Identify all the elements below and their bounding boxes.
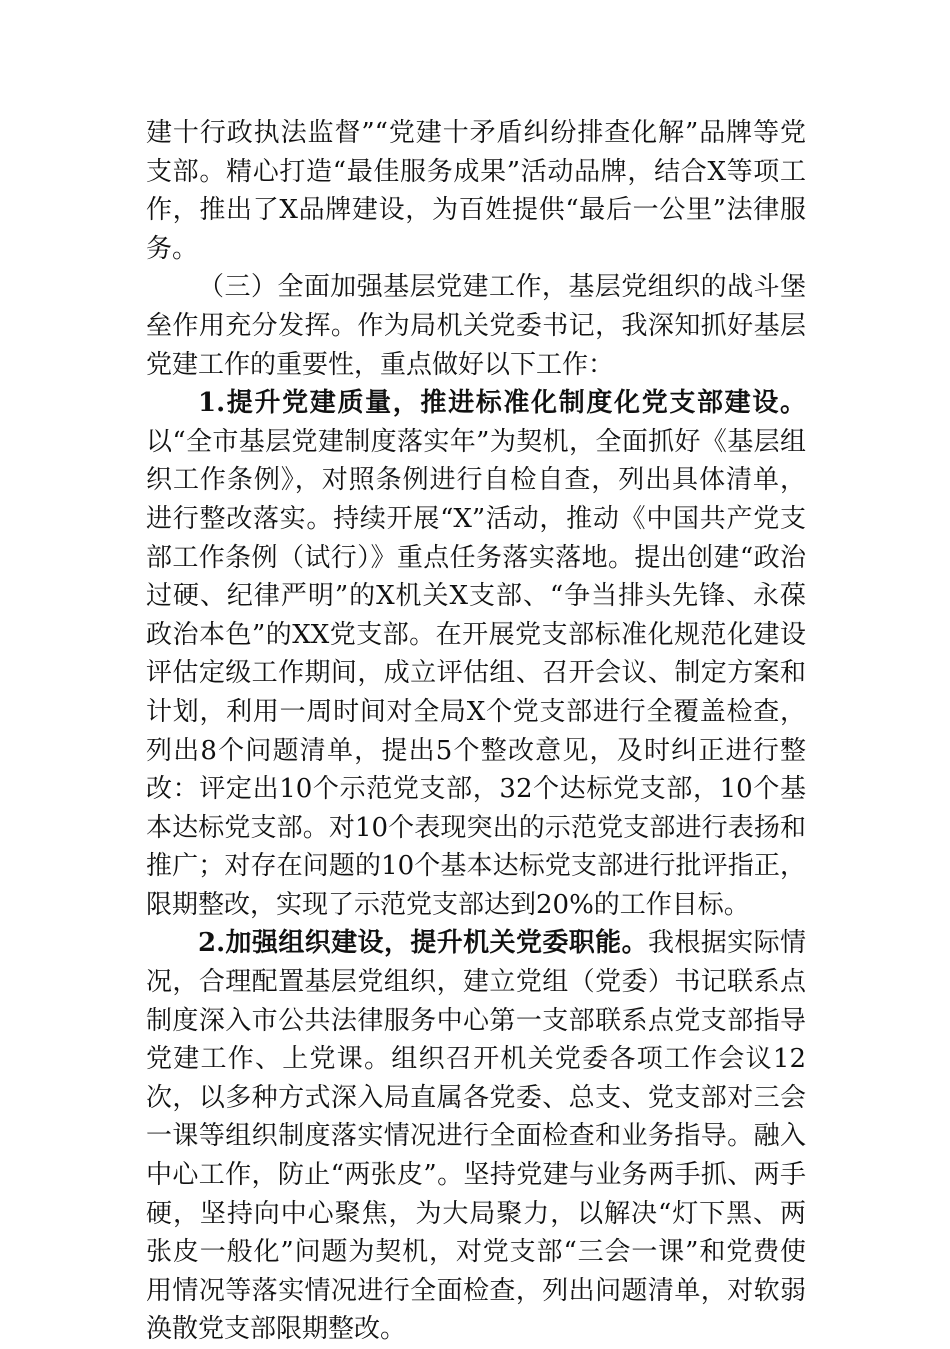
document-page — [146, 114, 806, 1349]
paragraph-section-three: （三）全面加强基层党建工作，基层党组织的战斗堡垒作用充分发挥。作为局机关党委书记，我深知抓好基层党建工作的重要性，重点做好以下工作： — [146, 272, 806, 380]
paragraph-item-one — [146, 384, 806, 924]
item-one-heading: 1.提升党建质量，推进标准化制度化党支部建设。 — [198, 388, 806, 419]
item-one-body: 以“全市基层党建制度落实年”为契机，全面抓好《基层组织工作条例》，对照条例进行自检自查，列出具体清单，进行整改落实。持续开展“X”活动，推动《中国共产党支部工作条例（试行）》重点任务落实落地。提出创建“政治过硬、纪律严明”的X机关X支部、“争当排头先锋、永葆政治本色”的XX党支部。在开展党支部标准化规范化建设评估定级工作期间，成立评估组、召开会议、制定方案和计划，利用一周时间对全局X个党支部进行全覆盖检查，列出8个问题清单，提出5个整改意见，及时纠正进行整改：评定出10个示范党支部，32个达标党支部，10个基本达标党支部。对10个表现突出的示范党支部进行表扬和推广；对存在问题的10个基本达标党支部进行批评指正，限期整改，实现了示范党支部达到20%的工作目标。 — [146, 426, 806, 920]
paragraph-item-two — [146, 924, 806, 1349]
paragraph-continuation: 建十行政执法监督”“党建十矛盾纠纷排查化解”品牌等党支部。精心打造“最佳服务成果”活动品牌，结合X等项工作，推出了X品牌建设，为百姓提供“最后一公里”法律服务。 — [146, 118, 806, 264]
item-two-body: 我根据实际情况，合理配置基层党组织，建立党组（党委）书记联系点制度深入市公共法律服务中心第一支部联系点党支部指导党建工作、上党课。组织召开机关党委各项工作会议12次，以多种方式深入局直属各党委、总支、党支部对三会一课等组织制度落实情况进行全面检查和业务指导。融入中心工作，防止“两张皮”。坚持党建与业务两手抓、两手硬，坚持向中心聚焦，为大局聚力，以解决“灯下黑、两张皮一般化”问题为契机，对党支部“三会一课”和党费使用情况等落实情况进行全面检查，列出问题清单，对软弱涣散党支部限期整改。 — [146, 928, 806, 1345]
item-two-heading: 2.加强组织建设，提升机关党委职能。 — [198, 928, 648, 959]
